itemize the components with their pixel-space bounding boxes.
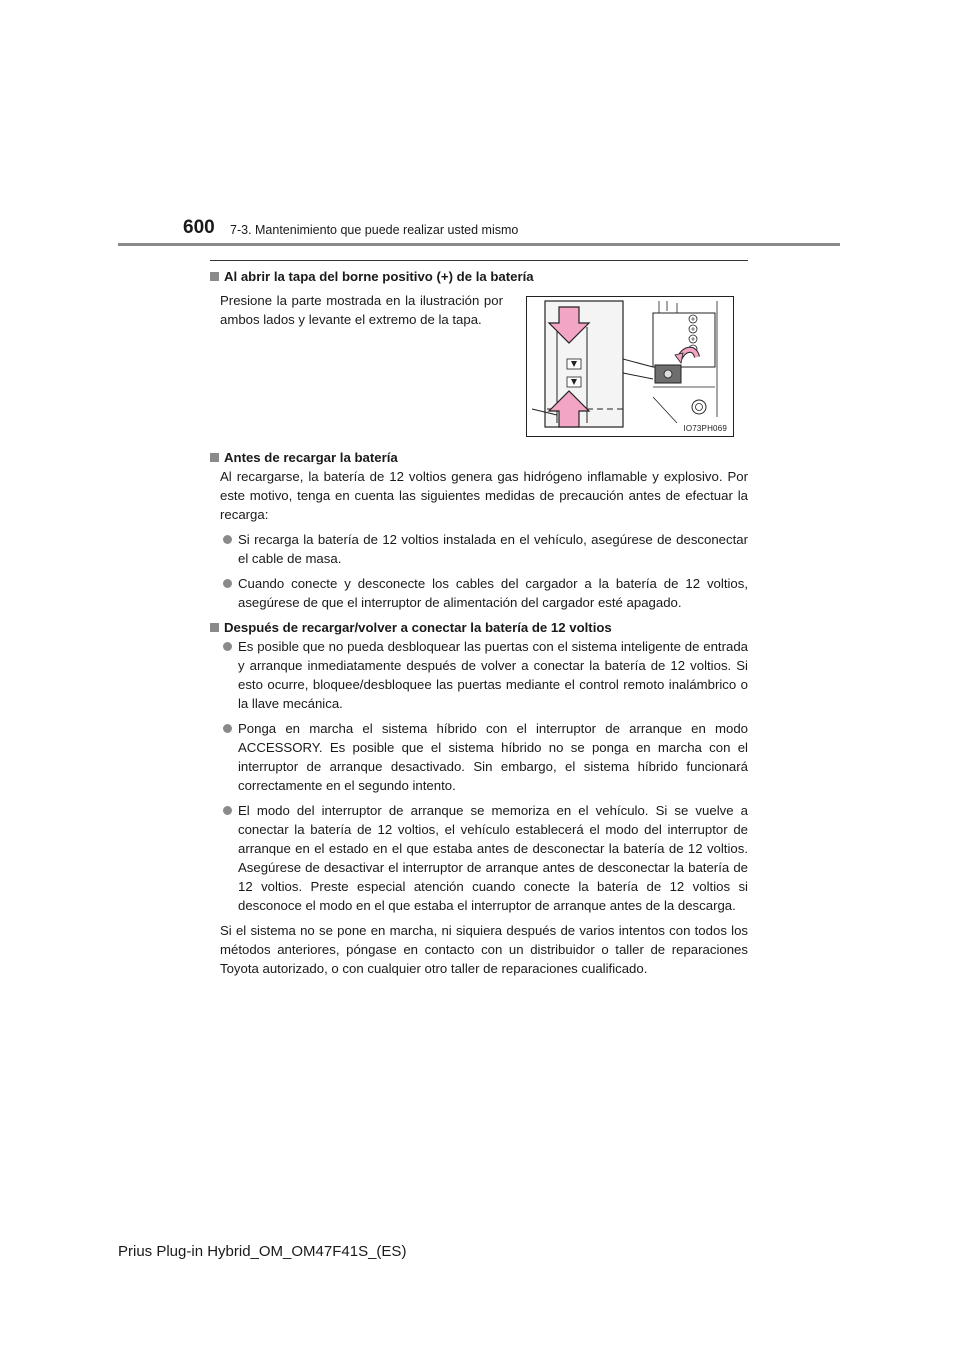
- battery-cover-drawing: [527, 297, 733, 436]
- bullet-dot-icon: [223, 806, 232, 815]
- heading-text: Después de recargar/volver a conectar la batería de 12 voltios: [224, 620, 612, 635]
- paragraph: Al recargarse, la batería de 12 voltios genera gas hidrógeno inflamable y explosivo. Por este motivo, tenga en cuenta las siguientes medidas de precaución antes de efectuar la recarga:: [220, 469, 748, 522]
- bullet-dot-icon: [223, 579, 232, 588]
- square-bullet-icon: [210, 453, 219, 462]
- bullet-dot-icon: [223, 642, 232, 651]
- list-item-text: El modo del interruptor de arranque se memoriza en el vehículo. Si se vuelve a conectar la batería de 12 voltios, el vehículo establecerá el modo del interruptor de arranque en el estado en el que estaba antes de desconectar la batería de 12 voltios. Asegúrese de desactivar el interruptor de arranque antes de desconectar la batería de 12 voltios. Preste especial atención cuando conecte la batería de 12 voltios si desconoce el modo en el que estaba el interruptor de arranque antes de la descarga.: [238, 803, 748, 913]
- figure-id: IO73PH069: [683, 424, 727, 433]
- section-heading: [210, 448, 748, 467]
- section-terminal-cover: [210, 267, 748, 286]
- list-item: [210, 530, 748, 568]
- instruction-text: Presione la parte mostrada en la ilustración por ambos lados y levante el extremo de la tapa.: [220, 293, 503, 327]
- heading-text: Al abrir la tapa del borne positivo (+) de la batería: [224, 269, 534, 284]
- list-item-text: Ponga en marcha el sistema híbrido con el interruptor de arranque en modo ACCESSORY. Es posible que el sistema híbrido no se ponga en marcha con el interruptor de arranque desactivado. Sin embargo, el sistema híbrido funcionará correctamente en el segundo intento.: [238, 721, 748, 793]
- bullet-dot-icon: [223, 535, 232, 544]
- closing-paragraph: Si el sistema no se pone en marcha, ni siquiera después de varios intentos con todos los métodos anteriores, póngase en contacto con un distribuidor o taller de reparaciones Toyota autorizado, o con cualquier otro taller de reparaciones cualificado.: [220, 923, 748, 976]
- list-item: [210, 574, 748, 612]
- section-heading: [210, 618, 748, 637]
- bullet-dot-icon: [223, 724, 232, 733]
- square-bullet-icon: [210, 272, 219, 281]
- list-item-text: Si recarga la batería de 12 voltios instalada en el vehículo, asegúrese de desconectar el cable de masa.: [238, 532, 748, 566]
- list-item: [210, 637, 748, 713]
- content-rule: [210, 260, 748, 261]
- section-heading: [210, 267, 748, 286]
- list-item-text: Cuando conecte y desconecte los cables del cargador a la batería de 12 voltios, asegúrese de que el interruptor de alimentación del cargador esté apagado.: [238, 576, 748, 610]
- square-bullet-icon: [210, 623, 219, 632]
- document-id: Prius Plug-in Hybrid_OM_OM47F41S_(ES): [118, 1243, 407, 1260]
- header-rule: [118, 243, 840, 246]
- list-item-text: Es posible que no pueda desbloquear las puertas con el sistema inteligente de entrada y arranque inmediatamente después de volver a conectar la batería de 12 voltios. Si esto ocurre, bloquee/desbloquee las puertas mediante el control remoto inalámbrico o la llave mecánica.: [238, 639, 748, 711]
- page-number: 600: [183, 217, 215, 238]
- battery-terminal-illustration: [526, 296, 734, 437]
- heading-text: Antes de recargar la batería: [224, 450, 398, 465]
- list-item: [210, 801, 748, 915]
- section-title: 7-3. Mantenimiento que puede realizar usted mismo: [230, 223, 519, 237]
- section-before-charging: [210, 448, 748, 978]
- list-item: [210, 719, 748, 795]
